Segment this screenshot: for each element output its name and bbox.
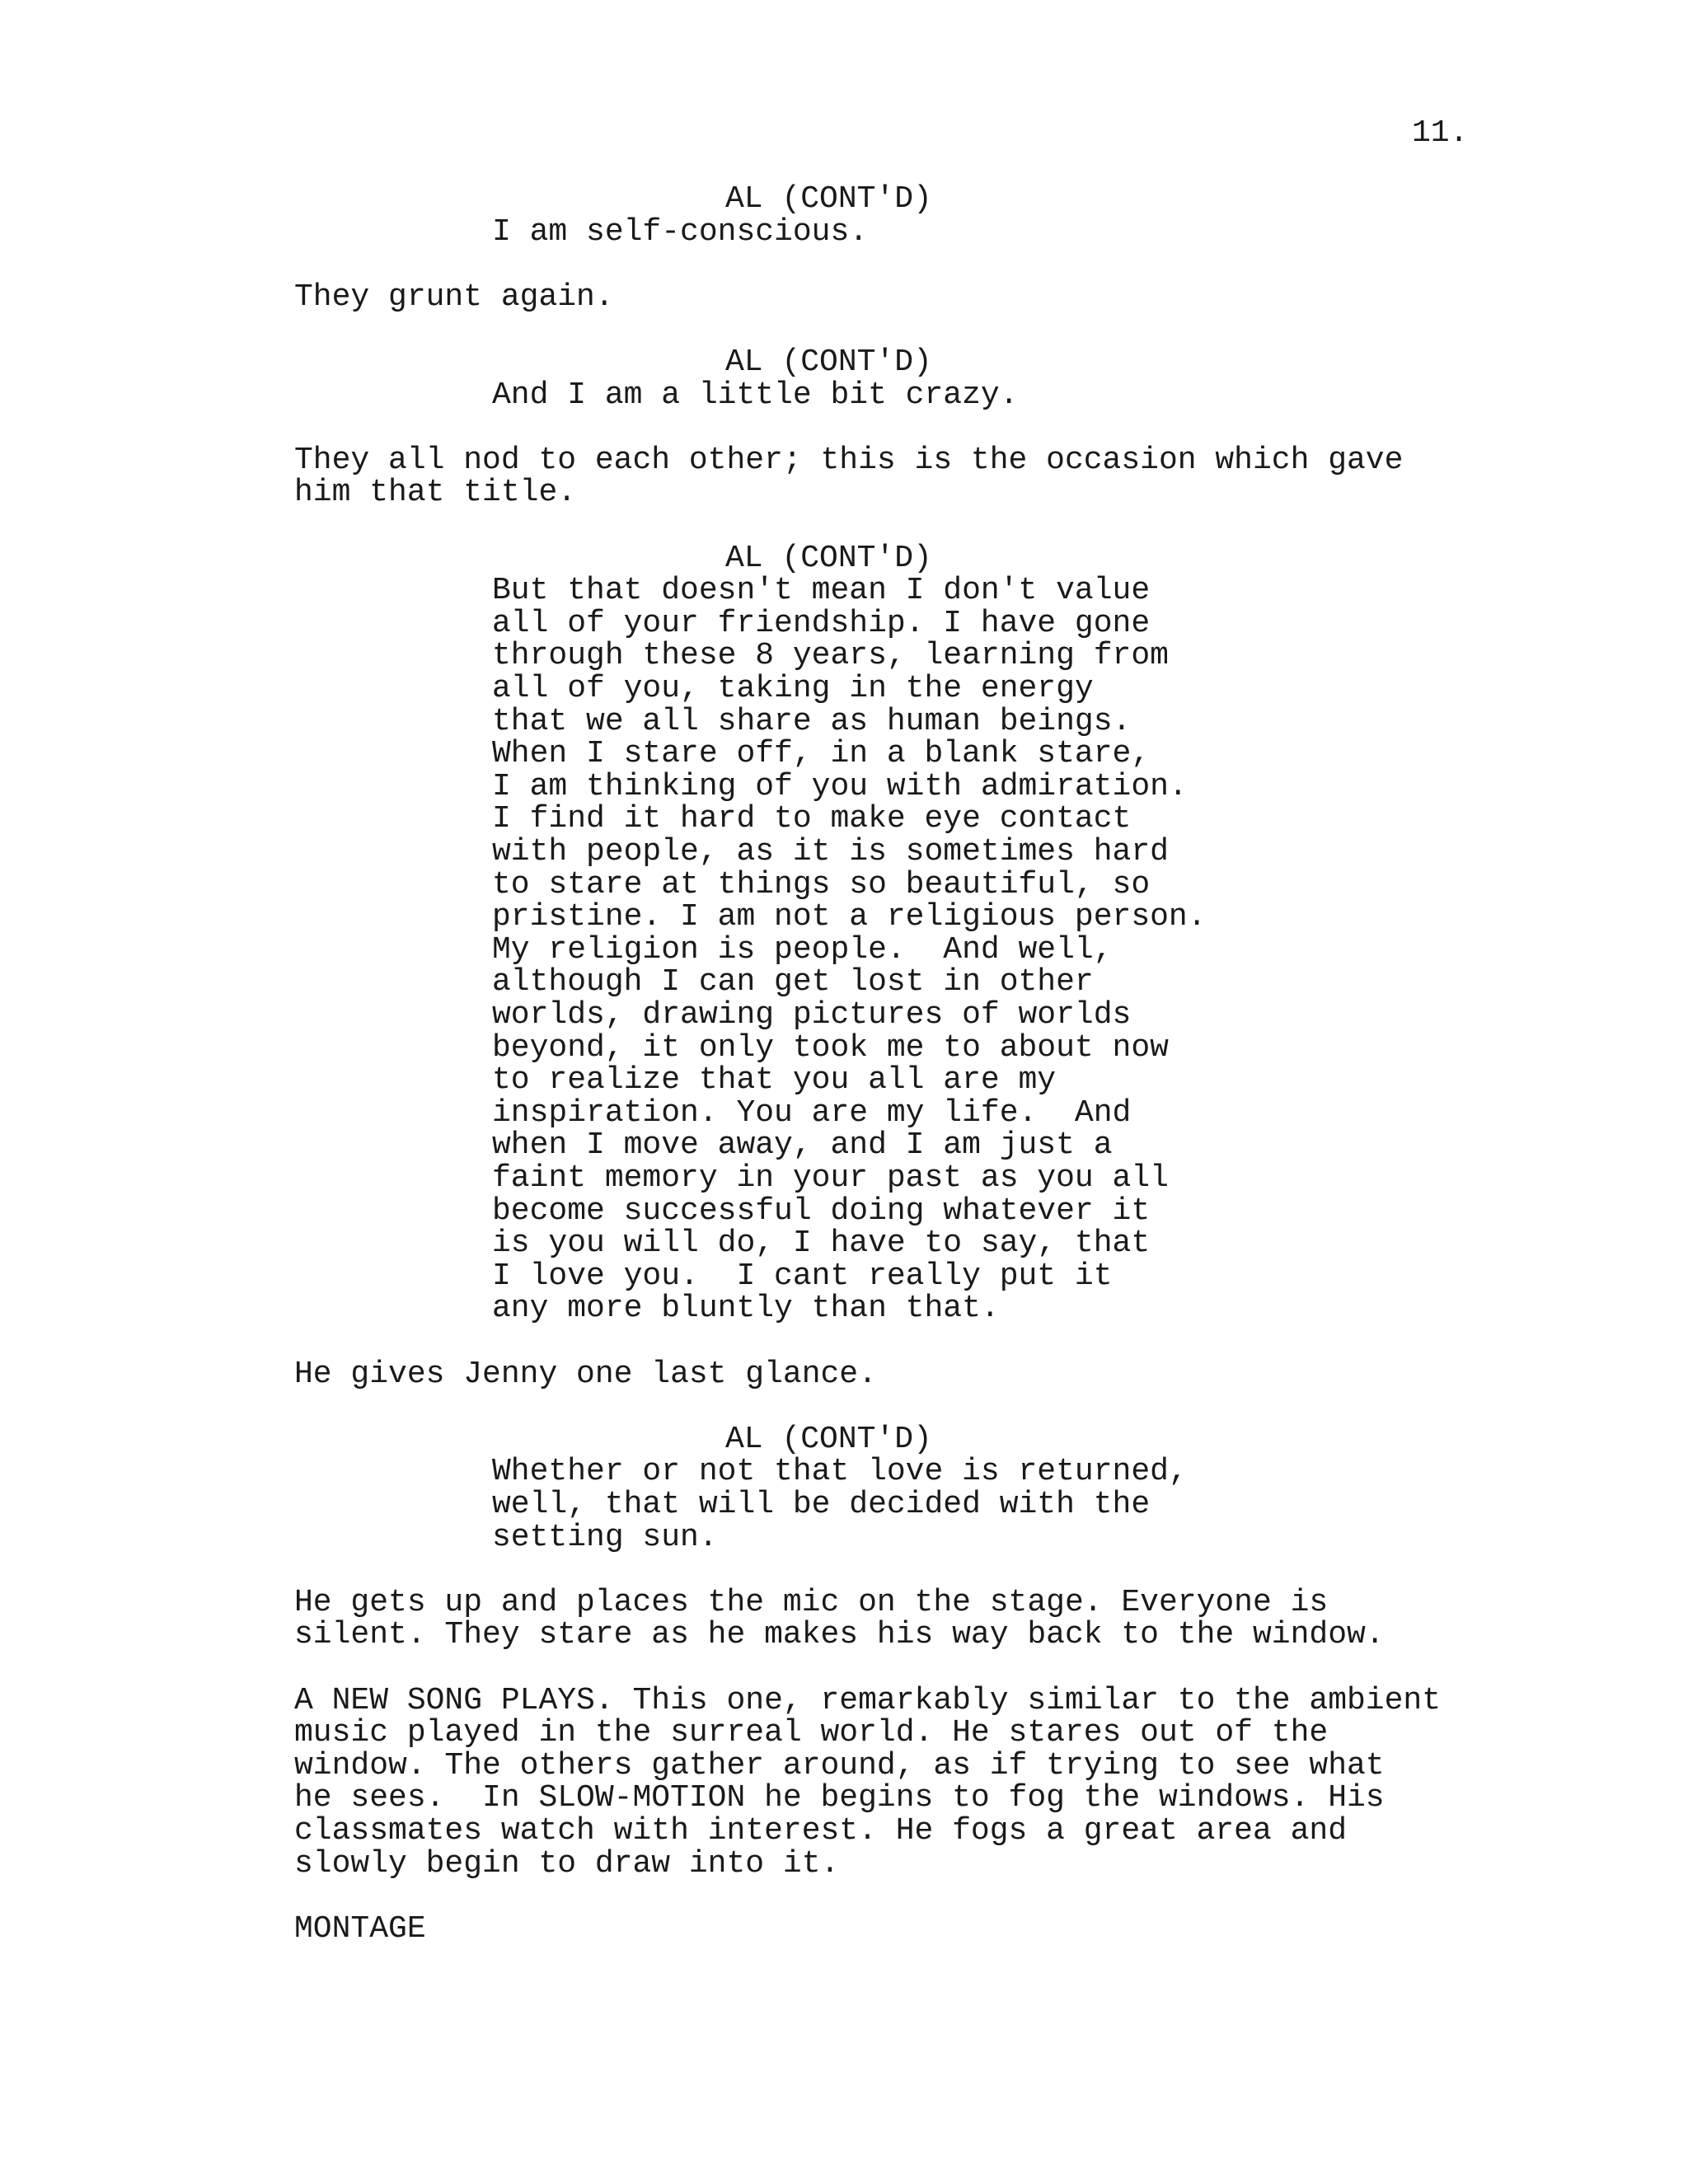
- character-line: AL (CONT'D): [725, 344, 932, 380]
- action-line: They grunt again.: [294, 279, 614, 315]
- dialogue-line: become successful doing whatever it: [492, 1193, 1151, 1229]
- dialogue-line: faint memory in your past as you all: [492, 1160, 1169, 1196]
- character-line: AL (CONT'D): [725, 1422, 932, 1457]
- dialogue-line: When I stare off, in a blank stare,: [492, 736, 1151, 771]
- dialogue-line: I love you. I cant really put it: [492, 1258, 1113, 1294]
- dialogue-line: any more bluntly than that.: [492, 1291, 1000, 1326]
- dialogue-line: well, that will be decided with the: [492, 1487, 1151, 1522]
- action-line: A NEW SONG PLAYS. This one, remarkably similar to the ambient: [294, 1683, 1442, 1718]
- action-line: him that title.: [294, 475, 577, 510]
- dialogue-line: all of you, taking in the energy: [492, 671, 1094, 706]
- action-line: silent. They stare as he makes his way back to the window.: [294, 1617, 1385, 1652]
- dialogue-line: setting sun.: [492, 1520, 718, 1555]
- dialogue-line: I find it hard to make eye contact: [492, 801, 1132, 837]
- action-line: classmates watch with interest. He fogs a great area and: [294, 1813, 1348, 1849]
- character-line: AL (CONT'D): [725, 181, 932, 217]
- dialogue-line: with people, as it is sometimes hard: [492, 834, 1169, 869]
- dialogue-line: But that doesn't mean I don't value: [492, 573, 1151, 608]
- dialogue-line: although I can get lost in other: [492, 964, 1094, 1000]
- dialogue-line: that we all share as human beings.: [492, 704, 1132, 739]
- dialogue-line: through these 8 years, learning from: [492, 638, 1169, 673]
- dialogue-line: to realize that you all are my: [492, 1062, 1057, 1098]
- dialogue-line: pristine. I am not a religious person.: [492, 899, 1207, 935]
- action-line: slowly begin to draw into it.: [294, 1846, 840, 1882]
- action-line: They all nod to each other; this is the occasion which gave: [294, 443, 1404, 478]
- dialogue-line: is you will do, I have to say, that: [492, 1226, 1151, 1261]
- dialogue-line: I am thinking of you with admiration.: [492, 769, 1188, 804]
- action-line: music played in the surreal world. He stares out of the: [294, 1715, 1329, 1750]
- dialogue-line: all of your friendship. I have gone: [492, 606, 1151, 641]
- dialogue-line: beyond, it only took me to about now: [492, 1030, 1169, 1066]
- action-line: window. The others gather around, as if trying to see what: [294, 1748, 1385, 1783]
- dialogue-line: worlds, drawing pictures of worlds: [492, 997, 1132, 1033]
- action-line: He gives Jenny one last glance.: [294, 1357, 877, 1392]
- dialogue-line: I am self-conscious.: [492, 214, 869, 250]
- dialogue-line: when I move away, and I am just a: [492, 1127, 1113, 1163]
- page-number: 11.: [1412, 115, 1469, 151]
- character-line: AL (CONT'D): [725, 541, 932, 576]
- action-line: He gets up and places the mic on the stage. Everyone is: [294, 1585, 1329, 1620]
- dialogue-line: Whether or not that love is returned,: [492, 1454, 1188, 1489]
- dialogue-line: to stare at things so beautiful, so: [492, 867, 1151, 902]
- dialogue-line: inspiration. You are my life. And: [492, 1095, 1132, 1131]
- dialogue-line: And I am a little bit crazy.: [492, 377, 1019, 413]
- action-line: MONTAGE: [294, 1911, 426, 1947]
- action-line: he sees. In SLOW-MOTION he begins to fog the windows. His: [294, 1780, 1385, 1816]
- dialogue-line: My religion is people. And well,: [492, 932, 1113, 968]
